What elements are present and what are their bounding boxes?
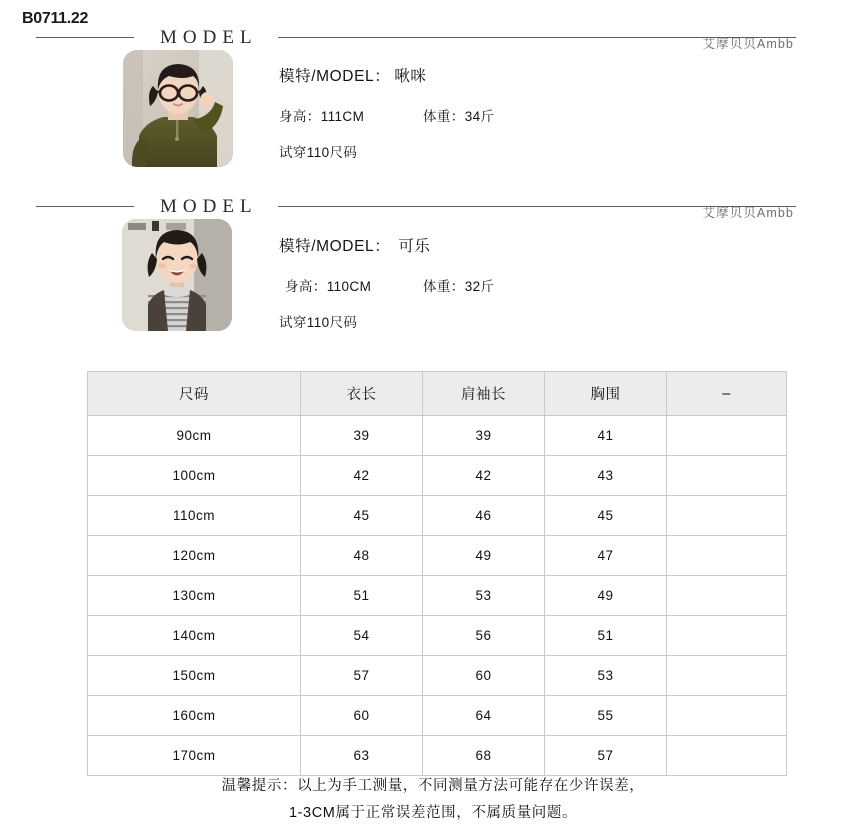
table-cell-length: 63 <box>301 736 423 776</box>
model-divider-1 <box>36 28 796 47</box>
table-cell-blank <box>667 736 787 776</box>
model-weight-1 <box>423 105 494 125</box>
model-height-2 <box>285 275 423 295</box>
model-name-value-2: 可乐 <box>398 238 431 255</box>
table-cell-size: 90cm <box>88 416 301 456</box>
table-cell-shoulder-sleeve: 42 <box>423 456 545 496</box>
model-photo-1 <box>123 50 233 167</box>
model-divider-label-1: MODEL <box>160 27 258 48</box>
table-cell-length: 51 <box>301 576 423 616</box>
table-row <box>88 616 787 656</box>
product-code-watermark: B0711.22 <box>22 10 89 27</box>
model-info-1 <box>279 64 494 161</box>
table-cell-shoulder-sleeve: 46 <box>423 496 545 536</box>
table-cell-size: 120cm <box>88 536 301 576</box>
model-name-label-2: 模特/MODEL： <box>279 238 391 255</box>
measurement-note <box>0 773 866 827</box>
model-name-label-1: 模特/MODEL： <box>279 68 391 85</box>
table-cell-bust: 51 <box>545 616 667 656</box>
model-name-line-1 <box>279 64 494 86</box>
table-cell-blank <box>667 576 787 616</box>
table-cell-blank <box>667 656 787 696</box>
table-cell-size: 160cm <box>88 696 301 736</box>
model-weight-value-2: 32斤 <box>464 279 495 294</box>
table-cell-size: 150cm <box>88 656 301 696</box>
table-cell-size: 100cm <box>88 456 301 496</box>
table-cell-size: 110cm <box>88 496 301 536</box>
model-weight-label-1: 体重： <box>423 109 465 124</box>
table-cell-length: 57 <box>301 656 423 696</box>
model-height-value-2: 110CM <box>326 279 372 294</box>
model-tryon-2: 试穿110尺码 <box>279 315 358 330</box>
model-info-2 <box>279 234 494 331</box>
table-cell-length: 42 <box>301 456 423 496</box>
table-cell-blank <box>667 496 787 536</box>
model-height-value-1: 111CM <box>320 109 365 124</box>
table-cell-blank <box>667 696 787 736</box>
table-header-blank: – <box>667 372 787 416</box>
model-tryon-1: 试穿110尺码 <box>279 145 358 160</box>
model-metrics-1 <box>279 105 494 125</box>
model-metrics-2 <box>279 275 494 295</box>
table-row <box>88 736 787 776</box>
table-cell-bust: 43 <box>545 456 667 496</box>
model-divider-2 <box>36 197 796 216</box>
model-divider-label-2: MODEL <box>160 196 258 217</box>
table-cell-shoulder-sleeve: 68 <box>423 736 545 776</box>
table-cell-bust: 47 <box>545 536 667 576</box>
model-height-label-1: 身高： <box>279 109 321 124</box>
model-height-1 <box>279 105 423 125</box>
table-cell-shoulder-sleeve: 39 <box>423 416 545 456</box>
table-cell-bust: 49 <box>545 576 667 616</box>
table-row <box>88 416 787 456</box>
table-cell-size: 130cm <box>88 576 301 616</box>
model-weight-value-1: 34斤 <box>464 109 495 124</box>
table-header-length: 衣长 <box>301 372 423 416</box>
table-header-row <box>88 372 787 416</box>
divider-rule-left <box>36 37 134 38</box>
model-name-value-1: 啾咪 <box>394 68 427 85</box>
table-header-bust: 胸围 <box>545 372 667 416</box>
table-row <box>88 696 787 736</box>
table-cell-shoulder-sleeve: 64 <box>423 696 545 736</box>
model-name-line-2 <box>279 234 494 256</box>
table-cell-length: 60 <box>301 696 423 736</box>
table-cell-bust: 55 <box>545 696 667 736</box>
size-chart-head <box>88 372 787 416</box>
size-chart-body <box>88 416 787 776</box>
size-chart-table <box>87 371 787 776</box>
divider-rule-left <box>36 206 134 207</box>
model-weight-label-2: 体重： <box>423 279 465 294</box>
table-row <box>88 456 787 496</box>
brand-label-1: 艾摩贝贝Ambb <box>702 37 794 51</box>
table-cell-length: 45 <box>301 496 423 536</box>
table-cell-bust: 53 <box>545 656 667 696</box>
brand-label-2: 艾摩贝贝Ambb <box>702 206 794 220</box>
measurement-note-line-1: 温馨提示：以上为手工测量，不同测量方法可能存在少许误差， <box>221 778 645 794</box>
table-cell-shoulder-sleeve: 60 <box>423 656 545 696</box>
table-cell-bust: 57 <box>545 736 667 776</box>
table-cell-length: 54 <box>301 616 423 656</box>
table-header-size: 尺码 <box>88 372 301 416</box>
table-cell-blank <box>667 416 787 456</box>
table-cell-blank <box>667 536 787 576</box>
table-cell-bust: 45 <box>545 496 667 536</box>
table-cell-size: 140cm <box>88 616 301 656</box>
measurement-note-line-2: 1-3CM属于正常误差范围，不属质量问题。 <box>288 805 578 821</box>
table-header-shoulder-sleeve: 肩袖长 <box>423 372 545 416</box>
table-cell-shoulder-sleeve: 53 <box>423 576 545 616</box>
model-photo-2 <box>122 219 232 331</box>
table-cell-bust: 41 <box>545 416 667 456</box>
model-weight-2 <box>423 275 494 295</box>
table-row <box>88 496 787 536</box>
table-row <box>88 656 787 696</box>
table-cell-blank <box>667 456 787 496</box>
table-row <box>88 536 787 576</box>
model-height-label-2: 身高： <box>285 279 327 294</box>
table-cell-length: 39 <box>301 416 423 456</box>
table-cell-size: 170cm <box>88 736 301 776</box>
table-cell-blank <box>667 616 787 656</box>
table-row <box>88 576 787 616</box>
table-cell-shoulder-sleeve: 49 <box>423 536 545 576</box>
table-cell-shoulder-sleeve: 56 <box>423 616 545 656</box>
table-cell-length: 48 <box>301 536 423 576</box>
